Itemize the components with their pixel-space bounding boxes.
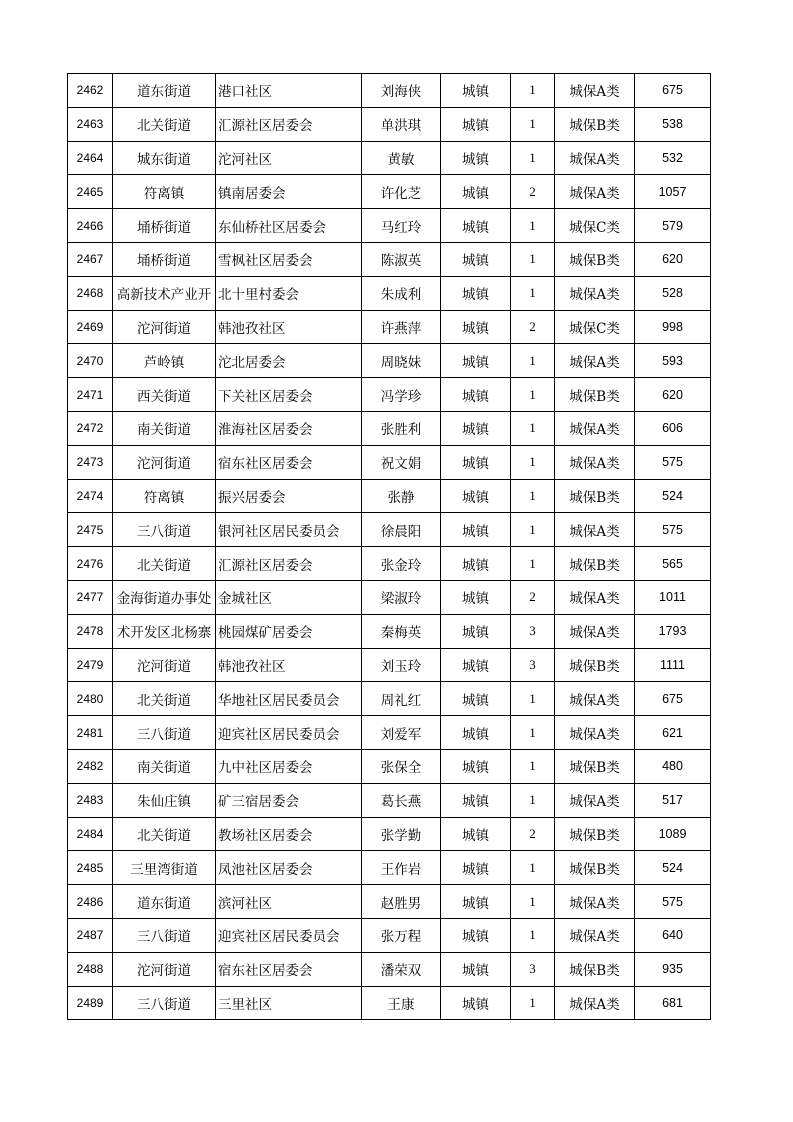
table-row bbox=[68, 141, 711, 175]
row-number-cell: 2484 bbox=[68, 817, 113, 851]
area-type-cell: 城镇 bbox=[441, 918, 511, 952]
amount-cell: 575 bbox=[635, 445, 711, 479]
street-cell: 三八街道 bbox=[113, 716, 216, 750]
amount-cell: 532 bbox=[635, 141, 711, 175]
category-cell: 城保A类 bbox=[555, 344, 635, 378]
area-type-cell: 城镇 bbox=[441, 175, 511, 209]
name-cell: 张静 bbox=[362, 479, 441, 513]
category-cell: 城保A类 bbox=[555, 580, 635, 614]
street-cell: 沱河街道 bbox=[113, 310, 216, 344]
community-cell: 华地社区居民委员会 bbox=[216, 682, 362, 716]
table-row bbox=[68, 817, 711, 851]
category-cell: 城保B类 bbox=[555, 107, 635, 141]
row-number-cell: 2466 bbox=[68, 209, 113, 243]
table-row bbox=[68, 242, 711, 276]
community-cell: 桃园煤矿居委会 bbox=[216, 614, 362, 648]
area-type-cell: 城镇 bbox=[441, 411, 511, 445]
household-count-cell: 3 bbox=[511, 648, 555, 682]
household-count-cell: 1 bbox=[511, 513, 555, 547]
street-cell: 南关街道 bbox=[113, 749, 216, 783]
name-cell: 周礼红 bbox=[362, 682, 441, 716]
community-cell: 九中社区居委会 bbox=[216, 749, 362, 783]
table-row bbox=[68, 276, 711, 310]
amount-cell: 620 bbox=[635, 242, 711, 276]
community-cell: 雪枫社区居委会 bbox=[216, 242, 362, 276]
name-cell: 张胜利 bbox=[362, 411, 441, 445]
community-cell: 韩池孜社区 bbox=[216, 310, 362, 344]
community-cell: 三里社区 bbox=[216, 986, 362, 1020]
street-cell: 符离镇 bbox=[113, 175, 216, 209]
amount-cell: 528 bbox=[635, 276, 711, 310]
table-row bbox=[68, 885, 711, 919]
street-cell: 道东街道 bbox=[113, 74, 216, 108]
area-type-cell: 城镇 bbox=[441, 74, 511, 108]
category-cell: 城保A类 bbox=[555, 682, 635, 716]
amount-cell: 675 bbox=[635, 682, 711, 716]
name-cell: 徐晨阳 bbox=[362, 513, 441, 547]
table-row bbox=[68, 411, 711, 445]
area-type-cell: 城镇 bbox=[441, 986, 511, 1020]
household-count-cell: 1 bbox=[511, 986, 555, 1020]
row-number-cell: 2488 bbox=[68, 952, 113, 986]
street-cell: 埇桥街道 bbox=[113, 209, 216, 243]
table-row bbox=[68, 513, 711, 547]
amount-cell: 1011 bbox=[635, 580, 711, 614]
street-cell: 北关街道 bbox=[113, 817, 216, 851]
row-number-cell: 2476 bbox=[68, 547, 113, 581]
name-cell: 秦梅英 bbox=[362, 614, 441, 648]
table-row bbox=[68, 310, 711, 344]
row-number-cell: 2483 bbox=[68, 783, 113, 817]
table-row bbox=[68, 175, 711, 209]
category-cell: 城保B类 bbox=[555, 817, 635, 851]
household-count-cell: 1 bbox=[511, 918, 555, 952]
name-cell: 许化芝 bbox=[362, 175, 441, 209]
area-type-cell: 城镇 bbox=[441, 682, 511, 716]
amount-cell: 640 bbox=[635, 918, 711, 952]
amount-cell: 565 bbox=[635, 547, 711, 581]
household-count-cell: 1 bbox=[511, 242, 555, 276]
community-cell: 金城社区 bbox=[216, 580, 362, 614]
name-cell: 张学勤 bbox=[362, 817, 441, 851]
street-cell: 沱河街道 bbox=[113, 952, 216, 986]
table-row bbox=[68, 614, 711, 648]
table-row bbox=[68, 344, 711, 378]
category-cell: 城保B类 bbox=[555, 479, 635, 513]
amount-cell: 575 bbox=[635, 513, 711, 547]
table-row bbox=[68, 952, 711, 986]
amount-cell: 524 bbox=[635, 851, 711, 885]
area-type-cell: 城镇 bbox=[441, 885, 511, 919]
category-cell: 城保A类 bbox=[555, 276, 635, 310]
household-count-cell: 1 bbox=[511, 276, 555, 310]
street-cell: 埇桥街道 bbox=[113, 242, 216, 276]
category-cell: 城保B类 bbox=[555, 648, 635, 682]
category-cell: 城保A类 bbox=[555, 175, 635, 209]
area-type-cell: 城镇 bbox=[441, 547, 511, 581]
category-cell: 城保A类 bbox=[555, 614, 635, 648]
amount-cell: 1057 bbox=[635, 175, 711, 209]
amount-cell: 935 bbox=[635, 952, 711, 986]
community-cell: 振兴居委会 bbox=[216, 479, 362, 513]
table-row bbox=[68, 648, 711, 682]
row-number-cell: 2479 bbox=[68, 648, 113, 682]
category-cell: 城保A类 bbox=[555, 783, 635, 817]
household-count-cell: 1 bbox=[511, 682, 555, 716]
street-cell: 朱仙庄镇 bbox=[113, 783, 216, 817]
community-cell: 淮海社区居委会 bbox=[216, 411, 362, 445]
household-count-cell: 1 bbox=[511, 209, 555, 243]
area-type-cell: 城镇 bbox=[441, 107, 511, 141]
community-cell: 教场社区居委会 bbox=[216, 817, 362, 851]
category-cell: 城保A类 bbox=[555, 74, 635, 108]
area-type-cell: 城镇 bbox=[441, 614, 511, 648]
area-type-cell: 城镇 bbox=[441, 141, 511, 175]
name-cell: 许燕萍 bbox=[362, 310, 441, 344]
community-cell: 东仙桥社区居委会 bbox=[216, 209, 362, 243]
amount-cell: 620 bbox=[635, 378, 711, 412]
amount-cell: 606 bbox=[635, 411, 711, 445]
street-cell: 三八街道 bbox=[113, 986, 216, 1020]
name-cell: 葛长燕 bbox=[362, 783, 441, 817]
household-count-cell: 1 bbox=[511, 783, 555, 817]
street-cell: 金海街道办事处 bbox=[113, 580, 216, 614]
category-cell: 城保A类 bbox=[555, 513, 635, 547]
category-cell: 城保B类 bbox=[555, 378, 635, 412]
street-cell: 三里湾街道 bbox=[113, 851, 216, 885]
name-cell: 潘荣双 bbox=[362, 952, 441, 986]
area-type-cell: 城镇 bbox=[441, 783, 511, 817]
row-number-cell: 2475 bbox=[68, 513, 113, 547]
category-cell: 城保C类 bbox=[555, 310, 635, 344]
area-type-cell: 城镇 bbox=[441, 310, 511, 344]
table-row bbox=[68, 716, 711, 750]
amount-cell: 1089 bbox=[635, 817, 711, 851]
table-row bbox=[68, 918, 711, 952]
table-row bbox=[68, 547, 711, 581]
community-cell: 汇源社区居委会 bbox=[216, 547, 362, 581]
area-type-cell: 城镇 bbox=[441, 378, 511, 412]
area-type-cell: 城镇 bbox=[441, 817, 511, 851]
amount-cell: 1111 bbox=[635, 648, 711, 682]
street-cell: 沱河街道 bbox=[113, 445, 216, 479]
community-cell: 下关社区居委会 bbox=[216, 378, 362, 412]
household-count-cell: 1 bbox=[511, 716, 555, 750]
area-type-cell: 城镇 bbox=[441, 242, 511, 276]
area-type-cell: 城镇 bbox=[441, 479, 511, 513]
household-count-cell: 1 bbox=[511, 344, 555, 378]
table-row bbox=[68, 580, 711, 614]
row-number-cell: 2482 bbox=[68, 749, 113, 783]
row-number-cell: 2467 bbox=[68, 242, 113, 276]
amount-cell: 480 bbox=[635, 749, 711, 783]
amount-cell: 1793 bbox=[635, 614, 711, 648]
row-number-cell: 2464 bbox=[68, 141, 113, 175]
table-row bbox=[68, 209, 711, 243]
row-number-cell: 2485 bbox=[68, 851, 113, 885]
name-cell: 周晓妹 bbox=[362, 344, 441, 378]
street-cell: 三八街道 bbox=[113, 513, 216, 547]
category-cell: 城保A类 bbox=[555, 885, 635, 919]
household-count-cell: 2 bbox=[511, 817, 555, 851]
community-cell: 矿三宿居委会 bbox=[216, 783, 362, 817]
table-row bbox=[68, 107, 711, 141]
household-count-cell: 2 bbox=[511, 175, 555, 209]
amount-cell: 593 bbox=[635, 344, 711, 378]
row-number-cell: 2487 bbox=[68, 918, 113, 952]
area-type-cell: 城镇 bbox=[441, 580, 511, 614]
name-cell: 赵胜男 bbox=[362, 885, 441, 919]
name-cell: 朱成利 bbox=[362, 276, 441, 310]
community-cell: 银河社区居民委员会 bbox=[216, 513, 362, 547]
table-row bbox=[68, 851, 711, 885]
community-cell: 迎宾社区居民委员会 bbox=[216, 716, 362, 750]
name-cell: 祝文娟 bbox=[362, 445, 441, 479]
table-row bbox=[68, 783, 711, 817]
household-count-cell: 1 bbox=[511, 749, 555, 783]
area-type-cell: 城镇 bbox=[441, 445, 511, 479]
category-cell: 城保B类 bbox=[555, 952, 635, 986]
area-type-cell: 城镇 bbox=[441, 344, 511, 378]
row-number-cell: 2474 bbox=[68, 479, 113, 513]
row-number-cell: 2465 bbox=[68, 175, 113, 209]
household-count-cell: 1 bbox=[511, 378, 555, 412]
street-cell: 符离镇 bbox=[113, 479, 216, 513]
category-cell: 城保B类 bbox=[555, 851, 635, 885]
category-cell: 城保C类 bbox=[555, 209, 635, 243]
row-number-cell: 2478 bbox=[68, 614, 113, 648]
community-cell: 宿东社区居委会 bbox=[216, 952, 362, 986]
name-cell: 刘海侠 bbox=[362, 74, 441, 108]
household-count-cell: 1 bbox=[511, 107, 555, 141]
row-number-cell: 2477 bbox=[68, 580, 113, 614]
street-cell: 三八街道 bbox=[113, 918, 216, 952]
community-cell: 凤池社区居委会 bbox=[216, 851, 362, 885]
category-cell: 城保B类 bbox=[555, 547, 635, 581]
row-number-cell: 2463 bbox=[68, 107, 113, 141]
table-row bbox=[68, 445, 711, 479]
area-type-cell: 城镇 bbox=[441, 749, 511, 783]
amount-cell: 621 bbox=[635, 716, 711, 750]
amount-cell: 575 bbox=[635, 885, 711, 919]
category-cell: 城保A类 bbox=[555, 445, 635, 479]
category-cell: 城保B类 bbox=[555, 749, 635, 783]
street-cell: 南关街道 bbox=[113, 411, 216, 445]
row-number-cell: 2462 bbox=[68, 74, 113, 108]
area-type-cell: 城镇 bbox=[441, 209, 511, 243]
category-cell: 城保A类 bbox=[555, 918, 635, 952]
table-row bbox=[68, 74, 711, 108]
name-cell: 王作岩 bbox=[362, 851, 441, 885]
name-cell: 黄敏 bbox=[362, 141, 441, 175]
row-number-cell: 2486 bbox=[68, 885, 113, 919]
row-number-cell: 2472 bbox=[68, 411, 113, 445]
row-number-cell: 2468 bbox=[68, 276, 113, 310]
household-count-cell: 1 bbox=[511, 141, 555, 175]
community-cell: 迎宾社区居民委员会 bbox=[216, 918, 362, 952]
category-cell: 城保A类 bbox=[555, 411, 635, 445]
street-cell: 道东街道 bbox=[113, 885, 216, 919]
name-cell: 张保全 bbox=[362, 749, 441, 783]
area-type-cell: 城镇 bbox=[441, 648, 511, 682]
amount-cell: 538 bbox=[635, 107, 711, 141]
category-cell: 城保A类 bbox=[555, 141, 635, 175]
amount-cell: 998 bbox=[635, 310, 711, 344]
name-cell: 张金玲 bbox=[362, 547, 441, 581]
household-count-cell: 2 bbox=[511, 580, 555, 614]
area-type-cell: 城镇 bbox=[441, 276, 511, 310]
category-cell: 城保A类 bbox=[555, 986, 635, 1020]
street-cell: 西关街道 bbox=[113, 378, 216, 412]
category-cell: 城保B类 bbox=[555, 242, 635, 276]
street-cell: 北关街道 bbox=[113, 547, 216, 581]
household-count-cell: 1 bbox=[511, 547, 555, 581]
name-cell: 梁淑玲 bbox=[362, 580, 441, 614]
name-cell: 陈淑英 bbox=[362, 242, 441, 276]
table-row bbox=[68, 986, 711, 1020]
name-cell: 马红玲 bbox=[362, 209, 441, 243]
row-number-cell: 2473 bbox=[68, 445, 113, 479]
community-cell: 北十里村委会 bbox=[216, 276, 362, 310]
household-count-cell: 1 bbox=[511, 411, 555, 445]
street-cell: 北关街道 bbox=[113, 682, 216, 716]
community-cell: 沱北居委会 bbox=[216, 344, 362, 378]
row-number-cell: 2481 bbox=[68, 716, 113, 750]
street-cell: 芦岭镇 bbox=[113, 344, 216, 378]
roster-body bbox=[68, 74, 711, 1020]
row-number-cell: 2471 bbox=[68, 378, 113, 412]
household-count-cell: 3 bbox=[511, 614, 555, 648]
name-cell: 刘爱军 bbox=[362, 716, 441, 750]
amount-cell: 517 bbox=[635, 783, 711, 817]
table-row bbox=[68, 378, 711, 412]
household-count-cell: 1 bbox=[511, 74, 555, 108]
row-number-cell: 2489 bbox=[68, 986, 113, 1020]
community-cell: 滨河社区 bbox=[216, 885, 362, 919]
table-row bbox=[68, 479, 711, 513]
name-cell: 刘玉玲 bbox=[362, 648, 441, 682]
street-cell: 城东街道 bbox=[113, 141, 216, 175]
table-row bbox=[68, 749, 711, 783]
row-number-cell: 2469 bbox=[68, 310, 113, 344]
area-type-cell: 城镇 bbox=[441, 851, 511, 885]
area-type-cell: 城镇 bbox=[441, 952, 511, 986]
household-count-cell: 2 bbox=[511, 310, 555, 344]
amount-cell: 675 bbox=[635, 74, 711, 108]
community-cell: 港口社区 bbox=[216, 74, 362, 108]
name-cell: 单洪琪 bbox=[362, 107, 441, 141]
table-row bbox=[68, 682, 711, 716]
name-cell: 冯学珍 bbox=[362, 378, 441, 412]
area-type-cell: 城镇 bbox=[441, 716, 511, 750]
household-count-cell: 1 bbox=[511, 851, 555, 885]
name-cell: 张万程 bbox=[362, 918, 441, 952]
row-number-cell: 2480 bbox=[68, 682, 113, 716]
street-cell: 高新技术产业开 bbox=[113, 276, 216, 310]
household-count-cell: 3 bbox=[511, 952, 555, 986]
amount-cell: 681 bbox=[635, 986, 711, 1020]
amount-cell: 524 bbox=[635, 479, 711, 513]
name-cell: 王康 bbox=[362, 986, 441, 1020]
community-cell: 宿东社区居委会 bbox=[216, 445, 362, 479]
household-count-cell: 1 bbox=[511, 885, 555, 919]
amount-cell: 579 bbox=[635, 209, 711, 243]
row-number-cell: 2470 bbox=[68, 344, 113, 378]
household-count-cell: 1 bbox=[511, 479, 555, 513]
community-cell: 韩池孜社区 bbox=[216, 648, 362, 682]
street-cell: 沱河街道 bbox=[113, 648, 216, 682]
street-cell: 术开发区北杨寨 bbox=[113, 614, 216, 648]
roster-table bbox=[67, 73, 711, 1020]
community-cell: 汇源社区居委会 bbox=[216, 107, 362, 141]
household-count-cell: 1 bbox=[511, 445, 555, 479]
community-cell: 镇南居委会 bbox=[216, 175, 362, 209]
street-cell: 北关街道 bbox=[113, 107, 216, 141]
area-type-cell: 城镇 bbox=[441, 513, 511, 547]
category-cell: 城保A类 bbox=[555, 716, 635, 750]
community-cell: 沱河社区 bbox=[216, 141, 362, 175]
